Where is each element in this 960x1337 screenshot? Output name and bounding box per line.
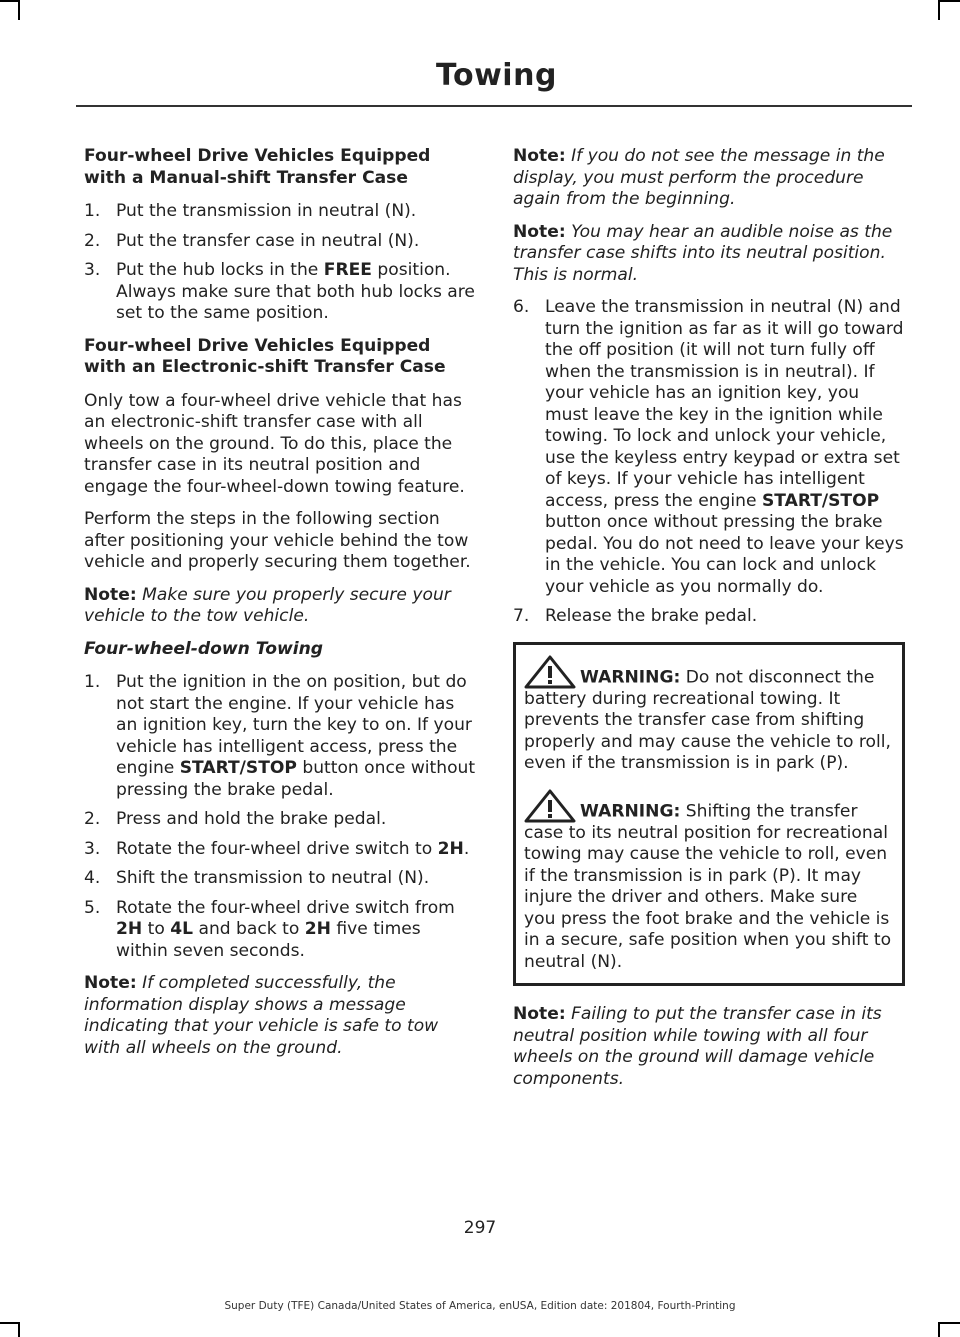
step-number: 2. <box>84 230 101 251</box>
step-text: Put the transmission in neutral (N). <box>116 201 417 221</box>
warning <box>524 789 894 974</box>
note <box>513 146 905 211</box>
list-item <box>84 809 476 831</box>
section-heading-manual-shift: Four-wheel Drive Vehicles Equipped with a Manual-shift Transfer Case <box>84 146 431 188</box>
step-number: 1. <box>84 201 101 221</box>
list-item <box>84 231 476 253</box>
step-keyword: 4L <box>170 919 194 939</box>
step-text: button once without pressing the brake pedal. <box>116 758 476 800</box>
note-label: Note: <box>513 221 566 242</box>
paragraph: Only tow a four-wheel drive vehicle that has an electronic-shift transfer case with all wheels on the ground. To do this, place the transfer case in its neutral position and engage the four-wheel-down towing feature. <box>84 390 465 497</box>
step-number: 5. <box>84 897 101 918</box>
note-text: Make sure you properly secure your vehicle to the tow vehicle. <box>84 584 451 626</box>
step-text: Press and hold the brake pedal. <box>116 809 387 829</box>
section-heading-electronic-shift: Four-wheel Drive Vehicles Equipped with an Electronic-shift Transfer Case <box>84 335 446 377</box>
step-text: . <box>463 838 470 859</box>
step-keyword: 2H <box>116 919 143 939</box>
list-item <box>84 201 476 223</box>
crop-mark <box>940 0 960 2</box>
crop-mark <box>0 1322 18 1324</box>
warning-triangle-icon <box>524 789 576 823</box>
step-text: Rotate the four-wheel drive switch to <box>116 838 438 859</box>
crop-mark <box>940 1322 960 1324</box>
step-text: Put the ignition in the on position, but do not start the engine. If your vehicle has an ignition key, turn the key to on. If your vehicle has intelligent access, press the engine <box>116 672 472 778</box>
warning <box>524 655 894 775</box>
list-item <box>84 868 476 890</box>
list-item <box>513 606 905 628</box>
step-text: Release the brake pedal. <box>545 606 758 626</box>
warning-text: Do not disconnect the battery during recreational towing. It prevents the transfer case from shifting properly and may cause the vehicle to roll, even if the transmission is in park (P). <box>524 667 891 773</box>
list-item <box>84 839 476 861</box>
page-title: Towing <box>436 58 557 93</box>
note-text: If you do not see the message in the display, you must perform the procedure again from the beginning. <box>513 146 885 209</box>
step-number: 2. <box>84 809 101 829</box>
step-text: position. Always make sure that both hub locks are set to the same position. <box>116 260 475 323</box>
step-text: and back to <box>193 919 305 939</box>
crop-mark <box>0 0 18 2</box>
right-column <box>513 146 905 1101</box>
step-text: Put the hub locks in the <box>116 260 324 280</box>
list-item <box>84 898 476 963</box>
paragraph: Perform the steps in the following section after positioning your vehicle behind the tow vehicle and properly securing them together. <box>84 509 471 572</box>
step-number: 4. <box>84 868 101 888</box>
list-item <box>84 260 476 325</box>
note-label: Note: <box>84 973 137 993</box>
warning-label: WARNING: <box>580 667 681 687</box>
step-keyword: 2H <box>437 838 464 859</box>
note-text: You may hear an audible noise as the transfer case shifts into its neutral position. This is normal. <box>513 221 893 285</box>
warning-text: Shifting the transfer case to its neutral position for recreational towing may cause the vehicle to roll, even if the transmission is in park (P). It may injure the driver and others. Make sure you press the foot brake and the vehicle is in a secure, safe position when you shift to neutral (N). <box>524 801 892 972</box>
step-number: 3. <box>84 260 101 280</box>
list-item <box>84 672 476 801</box>
step-text: Put the transfer case in neutral (N). <box>116 230 420 251</box>
step-keyword: START/STOP <box>761 490 880 511</box>
note-label: Note: <box>84 584 137 605</box>
left-column <box>84 146 476 1070</box>
step-text: Shift the transmission to neutral (N). <box>116 868 430 888</box>
crop-mark <box>938 1322 940 1337</box>
step-keyword: START/STOP <box>179 758 297 778</box>
note-text: Failing to put the transfer case in its neutral position while towing with all four wheels on the ground will damage vehicle components. <box>513 1004 882 1089</box>
note <box>513 222 905 287</box>
list-item <box>513 297 905 598</box>
note-label: Note: <box>513 1004 566 1024</box>
note <box>513 1004 905 1090</box>
step-number: 6. <box>513 297 530 317</box>
note <box>84 973 476 1059</box>
note <box>84 585 476 628</box>
crop-mark <box>938 0 940 20</box>
manual-shift-steps <box>84 201 476 325</box>
step-text: five times within seven seconds. <box>116 919 421 961</box>
crop-mark <box>18 1322 20 1337</box>
note-text: If completed successfully, the information display shows a message indicating that your vehicle is safe to tow with all wheels on the ground. <box>84 973 439 1058</box>
four-wheel-down-steps-continued <box>513 297 905 628</box>
step-number: 3. <box>84 838 101 859</box>
header-divider <box>76 105 912 107</box>
step-text: to <box>142 919 171 939</box>
page-number: 297 <box>463 1218 497 1238</box>
warning-triangle-icon <box>524 655 576 689</box>
crop-mark <box>18 0 20 20</box>
warning-label: WARNING: <box>580 801 681 821</box>
step-number: 7. <box>513 606 530 626</box>
note-label: Note: <box>513 146 566 166</box>
subsection-heading: Four-wheel-down Towing <box>84 638 324 659</box>
step-number: 1. <box>84 672 101 692</box>
warning-box <box>513 642 905 987</box>
edition-footer: Super Duty (TFE) Canada/United States of America, enUSA, Edition date: 201804, Fourth-Printing <box>224 1300 736 1312</box>
step-text: button once without pressing the brake pedal. You do not need to leave your keys in the vehicle. You can lock and unlock your vehicle as you normally do. <box>545 512 904 597</box>
step-keyword: FREE <box>323 260 372 280</box>
step-text: Leave the transmission in neutral (N) and turn the ignition as far as it will go toward the off position (it will not turn fully off when the transmission is in neutral). If your vehicle has an ignition key, you must leave the key in the ignition while towing. To lock and unlock your vehicle, use the keyless entry keypad or extra set of keys. If your vehicle has intelligent access, press the engine <box>545 297 904 511</box>
step-text: Rotate the four-wheel drive switch from <box>116 897 455 918</box>
step-keyword: 2H <box>304 919 331 939</box>
four-wheel-down-steps <box>84 672 476 962</box>
